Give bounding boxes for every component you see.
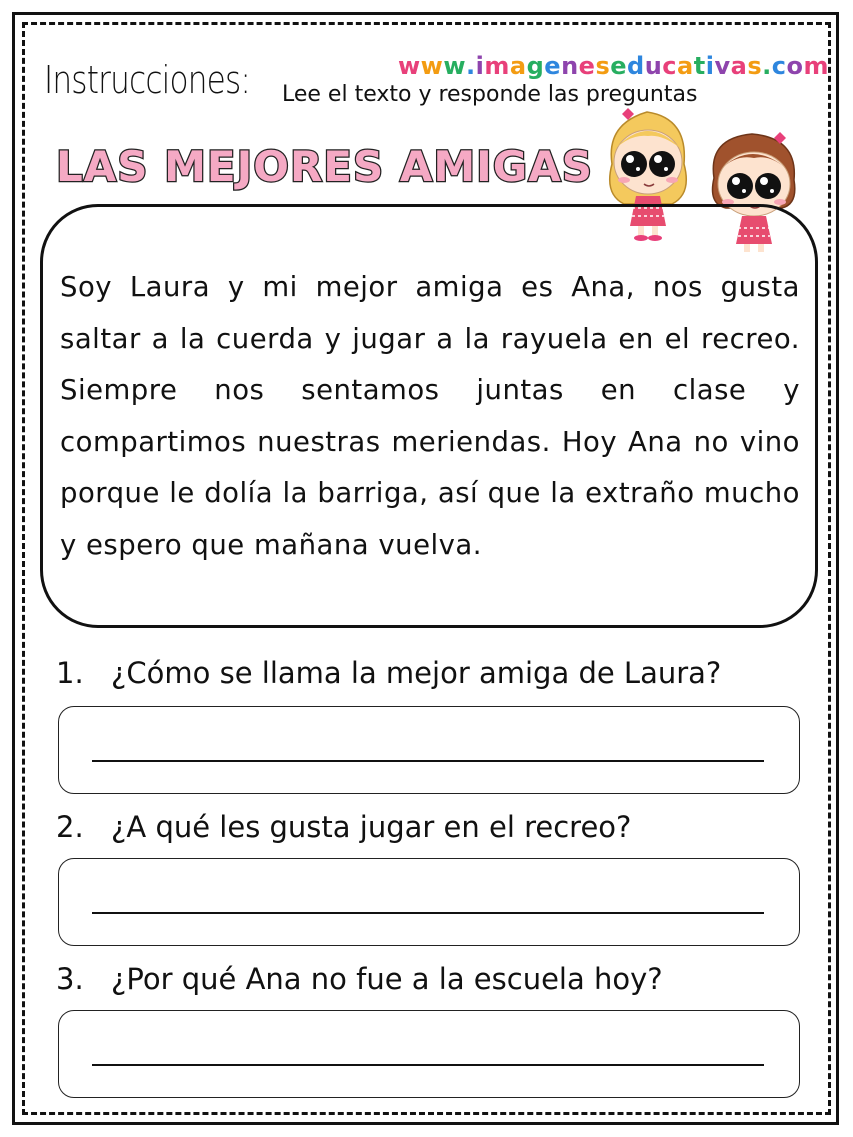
- website-letter: .: [762, 52, 772, 80]
- story-text: Soy Laura y mi mejor amiga es Ana, nos gusta saltar a la cuerda y jugar a la rayuela en el recreo. Siempre nos sentamos juntas en clase y compartimos nuestras meriendas. Hoy Ana no vino porque le dolía la barriga, así que la extraño mucho y espero que mañana vuelva.: [60, 271, 800, 561]
- website-letter: a: [730, 52, 748, 80]
- website-letter: d: [627, 52, 645, 80]
- website-letter: o: [786, 52, 804, 80]
- answer-line-1[interactable]: [92, 760, 764, 762]
- question-text: ¿A qué les gusta jugar en el recreo?: [111, 810, 632, 844]
- website-letter: e: [578, 52, 596, 80]
- website-letter: u: [644, 52, 663, 80]
- answer-box-2[interactable]: [58, 858, 800, 946]
- answer-line-3[interactable]: [92, 1064, 764, 1066]
- website-letter: m: [484, 52, 510, 80]
- question-text: ¿Por qué Ana no fue a la escuela hoy?: [111, 962, 663, 996]
- instructions-text: Lee el texto y responde las preguntas: [282, 82, 698, 107]
- question-2: [56, 810, 631, 844]
- website-letter: n: [561, 52, 579, 80]
- website-letter: t: [693, 52, 706, 80]
- answer-box-1[interactable]: [58, 706, 800, 794]
- website-letter: w: [443, 52, 467, 80]
- website-letter: .: [466, 52, 476, 80]
- website-letter: e: [610, 52, 628, 80]
- question-number: 2.: [56, 810, 84, 844]
- website-letter: w: [398, 52, 421, 80]
- answer-line-2[interactable]: [92, 912, 764, 914]
- website-letter: e: [544, 52, 562, 80]
- question-1: [56, 656, 721, 690]
- website-letter: a: [509, 52, 527, 80]
- website-letter: s: [595, 52, 611, 80]
- story-title: LAS MEJORES AMIGAS: [56, 142, 594, 191]
- instructions-label: Instrucciones:: [44, 58, 251, 102]
- question-text: ¿Cómo se llama la mejor amiga de Laura?: [111, 656, 722, 690]
- question-number: 3.: [56, 962, 84, 996]
- website-letter: a: [677, 52, 694, 80]
- website-watermark: [398, 52, 829, 80]
- question-number: 1.: [56, 656, 84, 690]
- website-letter: m: [803, 52, 829, 80]
- website-letter: i: [475, 52, 485, 80]
- website-letter: c: [662, 52, 678, 80]
- website-letter: w: [420, 52, 444, 80]
- answer-box-3[interactable]: [58, 1010, 800, 1098]
- website-letter: v: [714, 52, 731, 80]
- question-3: [56, 962, 663, 996]
- website-letter: i: [705, 52, 715, 80]
- website-letter: g: [526, 52, 545, 80]
- website-letter: s: [747, 52, 763, 80]
- website-letter: c: [771, 52, 787, 80]
